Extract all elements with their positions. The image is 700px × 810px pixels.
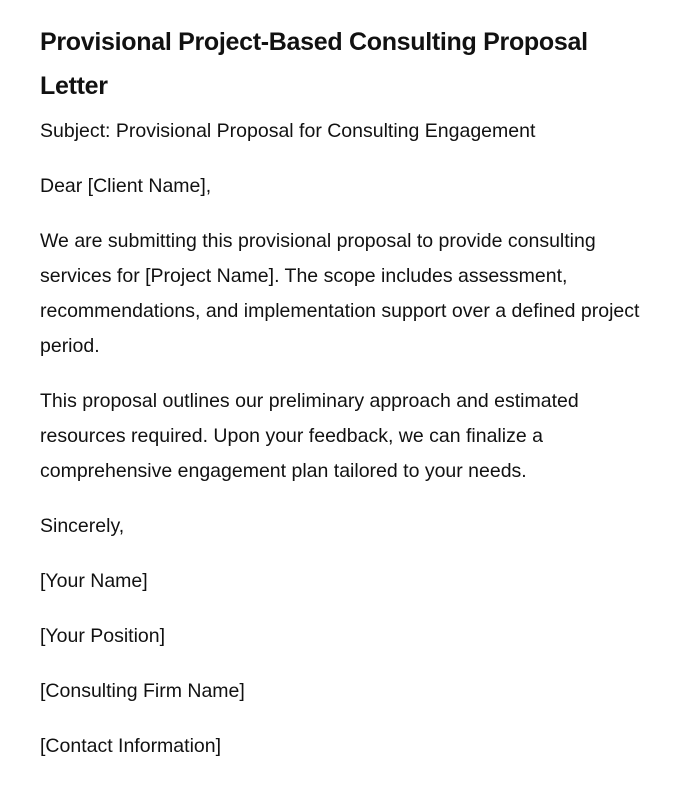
signature-position: [Your Position] [40,625,166,647]
signature-contact: [Contact Information] [40,735,222,757]
body-paragraph-1: We are submitting this provisional proposal to provide consulting services for [Project Name]. The scope includes assessment, recommendations, and implementation support over a defined project period. [40,230,640,357]
signature-name: [Your Name] [40,570,148,592]
greeting: Dear [Client Name], [40,175,212,197]
subject-line: Subject: Provisional Proposal for Consulting Engagement [40,120,536,142]
closing: Sincerely, [40,515,125,537]
signature-firm: [Consulting Firm Name] [40,680,245,702]
letter-title: Provisional Project-Based Consulting Proposal Letter [40,28,588,100]
body-paragraph-2: This proposal outlines our preliminary approach and estimated resources required. Upon your feedback, we can finalize a comprehensive engagement plan tailored to your needs. [40,390,579,482]
